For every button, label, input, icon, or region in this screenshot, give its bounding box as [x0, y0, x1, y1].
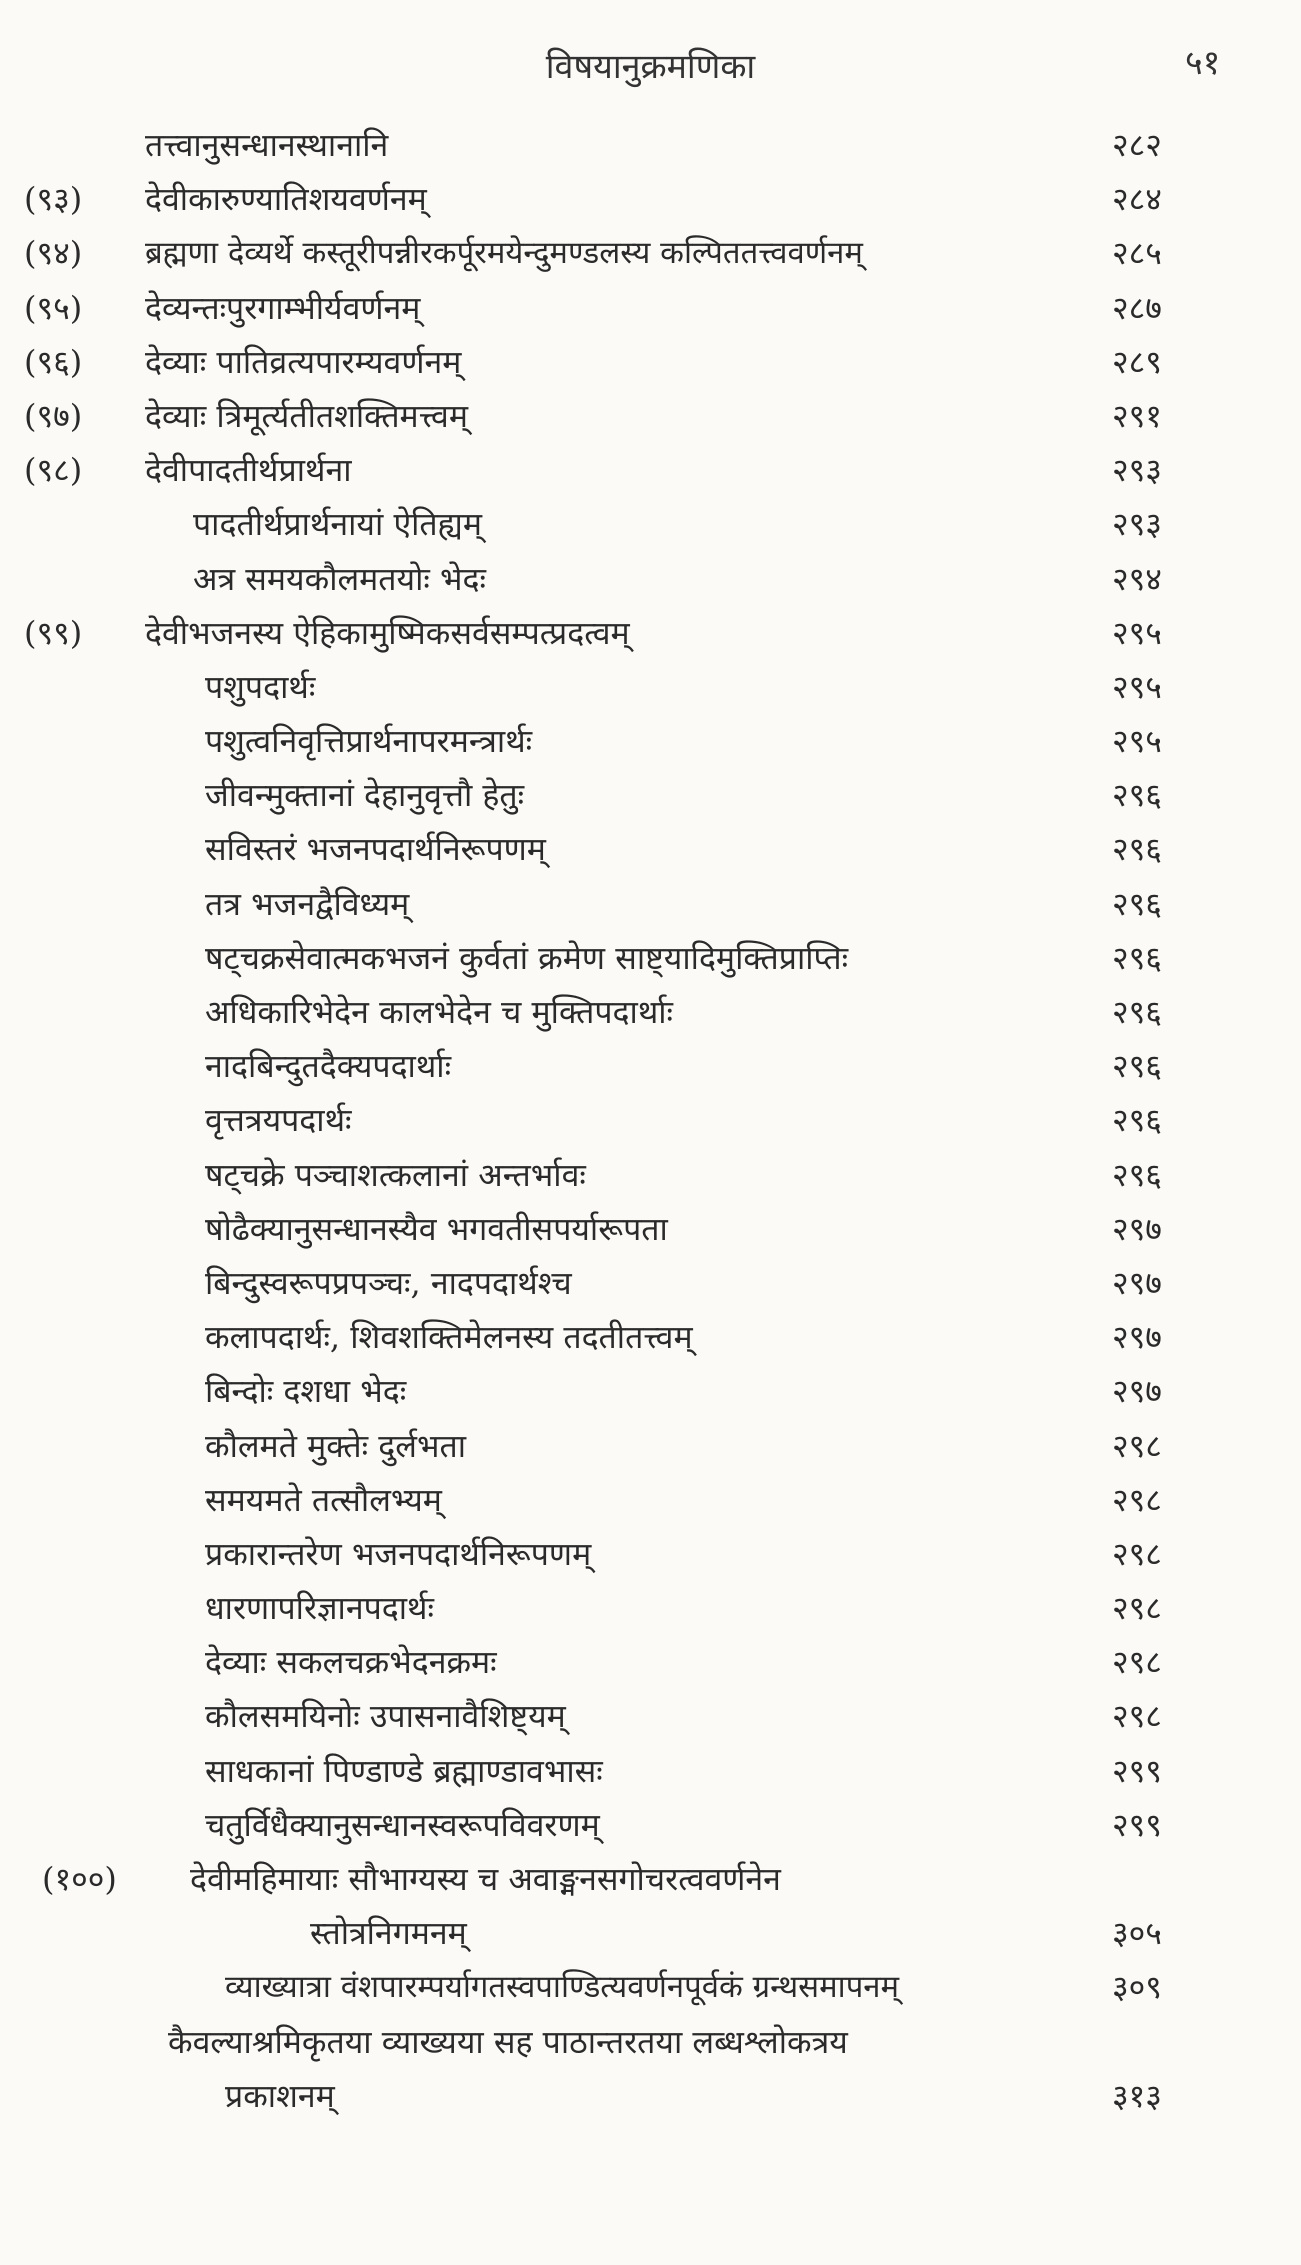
toc-entry-page: २९८: [1112, 1426, 1162, 1465]
toc-entry-page: ३०९: [1112, 1968, 1162, 2007]
toc-entry-title: देवीपादतीर्थप्रार्थना: [145, 451, 352, 490]
toc-entry-number: (९६): [24, 342, 83, 381]
toc-entry-page: २९६: [1112, 884, 1162, 923]
toc-entry: [0, 660, 1301, 714]
toc-entry-title: तत्र भजनद्वैविध्यम्: [205, 884, 410, 923]
toc-entry: [0, 552, 1301, 606]
toc-entry: [0, 1906, 1301, 1960]
toc-entry-title: स्तोत्रनिगमनम्: [310, 1914, 467, 1953]
toc-entry-title: धारणापरिज्ञानपदार्थः: [205, 1589, 434, 1628]
toc-entry: [0, 1635, 1301, 1689]
toc-entry-page: २९७: [1112, 1318, 1162, 1357]
toc-entry-page: ३१३: [1112, 2076, 1162, 2115]
toc-entry-title: नादबिन्दुतदैक्यपदार्थाः: [205, 1047, 452, 1086]
toc-entry: [0, 118, 1301, 172]
toc-entry-page: २९६: [1112, 1047, 1162, 1086]
toc-entry-title: देवीकारुण्यातिशयवर्णनम्: [145, 180, 427, 219]
toc-entry-title: व्याख्यात्रा वंशपारम्पर्यागतस्वपाण्डित्यवर्णनपूर्वकं ग्रन्थसमापनम्: [225, 1969, 900, 2006]
toc-entry-title: देवीभजनस्य ऐहिकामुष्मिकसर्वसम्पत्प्रदत्वम्: [145, 613, 630, 652]
toc-entry-title: षोढैक्यानुसन्धानस्यैव भगवतीसपर्यारूपता: [205, 1209, 668, 1248]
toc-entry-title: वृत्तत्रयपदार्थः: [205, 1101, 352, 1140]
toc-entry-page: २९१: [1112, 396, 1162, 435]
toc-entry-page: २९७: [1112, 1209, 1162, 1248]
toc-entry-title: कौलसमयिनोः उपासनावैशिष्ट्यम्: [205, 1697, 566, 1736]
toc-entry: [0, 1960, 1301, 2014]
toc-entry-title: बिन्दुस्वरूपप्रपञ्चः, नादपदार्थश्च: [205, 1263, 572, 1302]
toc-entry-page: २९८: [1112, 1697, 1162, 1736]
toc-entry-page: २९६: [1112, 993, 1162, 1031]
toc-entry: [0, 497, 1301, 551]
toc-entry-page: २९८: [1112, 1643, 1162, 1682]
toc-entry-page: २९६: [1112, 1155, 1162, 1194]
toc-entry-number: (९९): [24, 613, 83, 652]
toc-entry-title: देवीमहिमायाः सौभाग्यस्य च अवाङ्मनसगोचरत्ववर्णनेन: [190, 1860, 781, 1898]
table-of-contents: [0, 118, 1301, 2123]
toc-entry-page: २९६: [1112, 1101, 1162, 1140]
toc-entry-page: २९५: [1112, 722, 1162, 761]
toc-entry-title: कलापदार्थः, शिवशक्तिमेलनस्य तदतीतत्त्वम्: [205, 1318, 693, 1357]
toc-entry-number: (९३): [24, 180, 83, 219]
toc-entry: [0, 1093, 1301, 1147]
toc-entry-page: २९८: [1112, 1534, 1162, 1573]
toc-entry-title: जीवन्मुक्तानां देहानुवृत्तौ हेतुः: [205, 776, 525, 815]
toc-entry: [0, 1310, 1301, 1364]
toc-entry: [0, 335, 1301, 389]
toc-entry-title: कैवल्याश्रमिकृतया व्याख्यया सह पाठान्तरतया लब्धश्लोकत्रय: [168, 2022, 848, 2061]
toc-entry-page: ३०५: [1112, 1914, 1162, 1953]
toc-entry: [0, 1419, 1301, 1473]
toc-entry-page: २९३: [1112, 505, 1162, 544]
toc-entry-page: २९६: [1112, 830, 1162, 869]
toc-entry: [0, 2069, 1301, 2123]
toc-entry-page: २८९: [1112, 342, 1162, 381]
toc-entry: [0, 768, 1301, 822]
toc-entry-page: २९५: [1112, 667, 1162, 706]
toc-entry: [0, 1148, 1301, 1202]
toc-entry-page: २९३: [1112, 451, 1162, 490]
toc-entry: [0, 1473, 1301, 1527]
toc-entry-page: २९६: [1112, 938, 1162, 977]
toc-entry-page: २८४: [1112, 180, 1162, 219]
toc-entry-title: बिन्दोः दशधा भेदः: [205, 1372, 407, 1411]
toc-entry-title: चतुर्विधैक्यानुसन्धानस्वरूपविवरणम्: [205, 1805, 600, 1844]
toc-entry: [0, 1744, 1301, 1798]
toc-entry: [0, 985, 1301, 1039]
toc-entry-title: पादतीर्थप्रार्थनायां ऐतिह्यम्: [193, 505, 482, 544]
toc-entry-number: (९७): [24, 396, 83, 435]
toc-entry: [0, 1581, 1301, 1635]
toc-entry-page: २९९: [1112, 1751, 1162, 1790]
toc-entry-title: समयमते तत्सौलभ्यम्: [205, 1480, 442, 1519]
toc-entry: [0, 2015, 1301, 2069]
toc-entry: [0, 1202, 1301, 1256]
toc-entry: [0, 714, 1301, 768]
toc-entry-page: २८७: [1112, 288, 1162, 327]
toc-entry-number: (९५): [24, 288, 83, 327]
toc-entry: [0, 822, 1301, 876]
toc-entry-title: पशुत्वनिवृत्तिप्रार्थनापरमन्त्रार्थः: [205, 722, 533, 761]
toc-entry: [0, 1527, 1301, 1581]
toc-entry: [0, 281, 1301, 335]
toc-entry-title: देव्याः सकलचक्रभेदनक्रमः: [205, 1643, 497, 1682]
toc-entry-page: २८५: [1112, 234, 1162, 273]
toc-entry-title: तत्त्वानुसन्धानस्थानानि: [145, 126, 389, 164]
toc-entry-number: (९८): [24, 451, 83, 490]
toc-entry: [0, 1364, 1301, 1418]
toc-entry-title: षट्चक्रसेवात्मकभजनं कुर्वतां क्रमेण साष्ट्यादिमुक्तिप्राप्तिः: [205, 938, 849, 977]
toc-entry-page: २९९: [1112, 1805, 1162, 1844]
toc-entry: [0, 226, 1301, 280]
toc-entry-title: प्रकाशनम्: [225, 2076, 335, 2115]
toc-entry-page: २९८: [1112, 1480, 1162, 1519]
toc-entry-page: २८२: [1112, 126, 1162, 164]
toc-entry-title: देव्यन्तःपुरगाम्भीर्यवर्णनम्: [145, 288, 421, 327]
toc-entry-title: अत्र समयकौलमतयोः भेदः: [193, 559, 486, 598]
toc-entry-title: देव्याः त्रिमूर्त्यतीतशक्तिमत्त्वम्: [145, 396, 468, 435]
toc-entry: [0, 931, 1301, 985]
toc-entry: [0, 1852, 1301, 1906]
toc-entry-page: २९५: [1112, 613, 1162, 652]
toc-entry-title: प्रकारान्तरेण भजनपदार्थनिरूपणम्: [205, 1534, 592, 1573]
toc-entry-title: ब्रह्मणा देव्यर्थे कस्तूरीपन्नीरकर्पूरमयेन्दुमण्डलस्य कल्पिततत्त्ववर्णनम्: [145, 235, 863, 272]
page-number: ५१: [1185, 43, 1221, 83]
toc-entry: [0, 389, 1301, 443]
toc-entry-title: षट्चक्रे पञ्चाशत्कलानां अन्तर्भावः: [205, 1155, 586, 1194]
toc-entry-page: २९७: [1112, 1263, 1162, 1302]
toc-entry-number: (१००): [42, 1860, 117, 1898]
toc-entry-number: (९४): [24, 234, 83, 273]
toc-entry: [0, 172, 1301, 226]
toc-entry-title: सविस्तरं भजनपदार्थनिरूपणम्: [205, 830, 546, 869]
toc-entry-title: पशुपदार्थः: [205, 667, 316, 706]
toc-entry: [0, 606, 1301, 660]
toc-entry-title: कौलमते मुक्तेः दुर्लभता: [205, 1426, 466, 1465]
running-header-title: विषयानुक्रमणिका: [545, 47, 756, 87]
toc-entry-page: २९४: [1112, 559, 1162, 598]
toc-entry: [0, 1689, 1301, 1743]
toc-entry: [0, 443, 1301, 497]
toc-entry: [0, 1256, 1301, 1310]
toc-entry-page: २९७: [1112, 1372, 1162, 1411]
toc-entry-page: २९८: [1112, 1589, 1162, 1628]
toc-entry: [0, 1798, 1301, 1852]
toc-entry-title: साधकानां पिण्डाण्डे ब्रह्माण्डावभासः: [205, 1751, 603, 1790]
toc-entry: [0, 1039, 1301, 1093]
toc-entry: [0, 877, 1301, 931]
toc-entry-title: अधिकारिभेदेन कालभेदेन च मुक्तिपदार्थाः: [205, 993, 674, 1031]
toc-entry-title: देव्याः पातिव्रत्यपारम्यवर्णनम्: [145, 342, 462, 381]
toc-entry-page: २९६: [1112, 776, 1162, 815]
